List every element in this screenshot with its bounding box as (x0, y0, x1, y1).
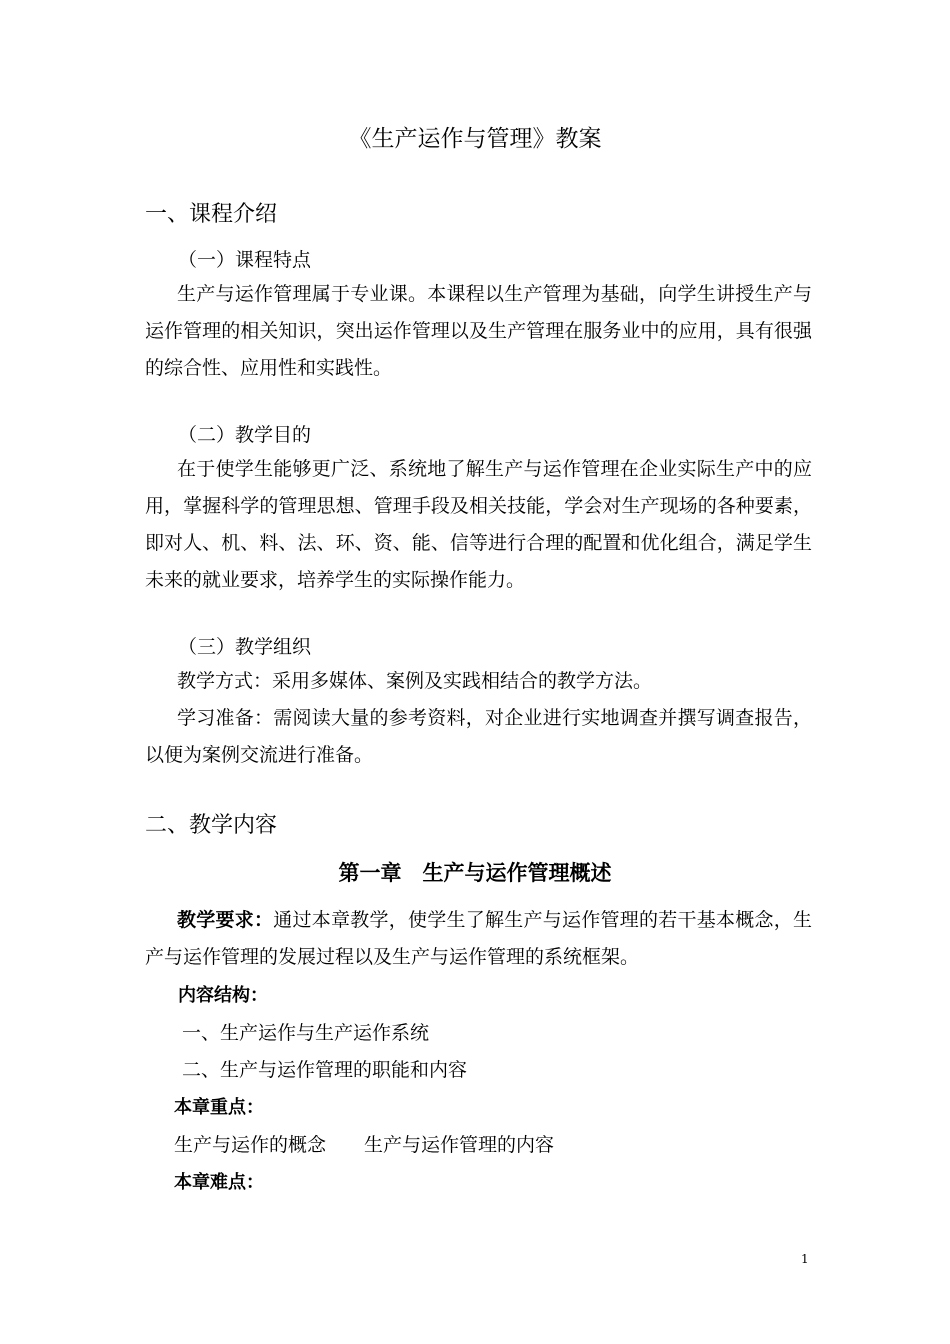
paragraph-study-preparation: 学习准备：需阅读大量的参考资料，对企业进行实地调查并撰写调查报告，以便为案例交流进行准备。 (145, 707, 812, 766)
content-structure-label: 内容结构： (178, 985, 268, 1006)
subsection-heading-organization: （三）教学组织 (178, 636, 312, 658)
paragraph-teaching-method: 教学方式：采用多媒体、案例及实践相结合的教学方法。 (177, 670, 653, 692)
structure-item-2: 二、生产与运作管理的职能和内容 (182, 1059, 468, 1081)
subsection-heading-features: （一）课程特点 (178, 249, 312, 271)
structure-item-1: 一、生产运作与生产运作系统 (182, 1022, 430, 1044)
paragraph-course-features: 生产与运作管理属于专业课。本课程以生产管理为基础，向学生讲授生产与运作管理的相关知识，突出运作管理以及生产管理在服务业中的应用，具有很强的综合性、应用性和实践性。 (145, 283, 812, 379)
key-point-2: 生产与运作管理的内容 (364, 1134, 555, 1156)
paragraph-teaching-requirements (145, 902, 812, 976)
page-number: 1 (801, 1252, 809, 1266)
requirements-label: 教学要求： (177, 909, 274, 931)
chapter-title: 第一章 生产与运作管理概述 (338, 861, 612, 885)
section-heading-course-intro: 一、课程介绍 (145, 202, 278, 227)
document-title: 《生产运作与管理》教案 (348, 126, 602, 152)
subsection-heading-objectives: （二）教学目的 (178, 424, 312, 446)
key-points-label: 本章重点： (174, 1097, 264, 1118)
key-point-1: 生产与运作的概念 (174, 1134, 327, 1156)
paragraph-teaching-objectives: 在于使学生能够更广泛、系统地了解生产与运作管理在企业实际生产中的应用，掌握科学的管理思想、管理手段及相关技能，学会对生产现场的各种要素，即对人、机、料、法、环、资、能、信等进行合理的配置和优化组合，满足学生未来的就业要求，培养学生的实际操作能力。 (145, 458, 812, 591)
difficulty-label: 本章难点： (174, 1172, 264, 1193)
requirements-text: 通过本章教学，使学生了解生产与运作管理的若干基本概念，生产与运作管理的发展过程以及生产与运作管理的系统框架。 (145, 909, 812, 968)
section-heading-teaching-content: 二、教学内容 (145, 813, 278, 838)
